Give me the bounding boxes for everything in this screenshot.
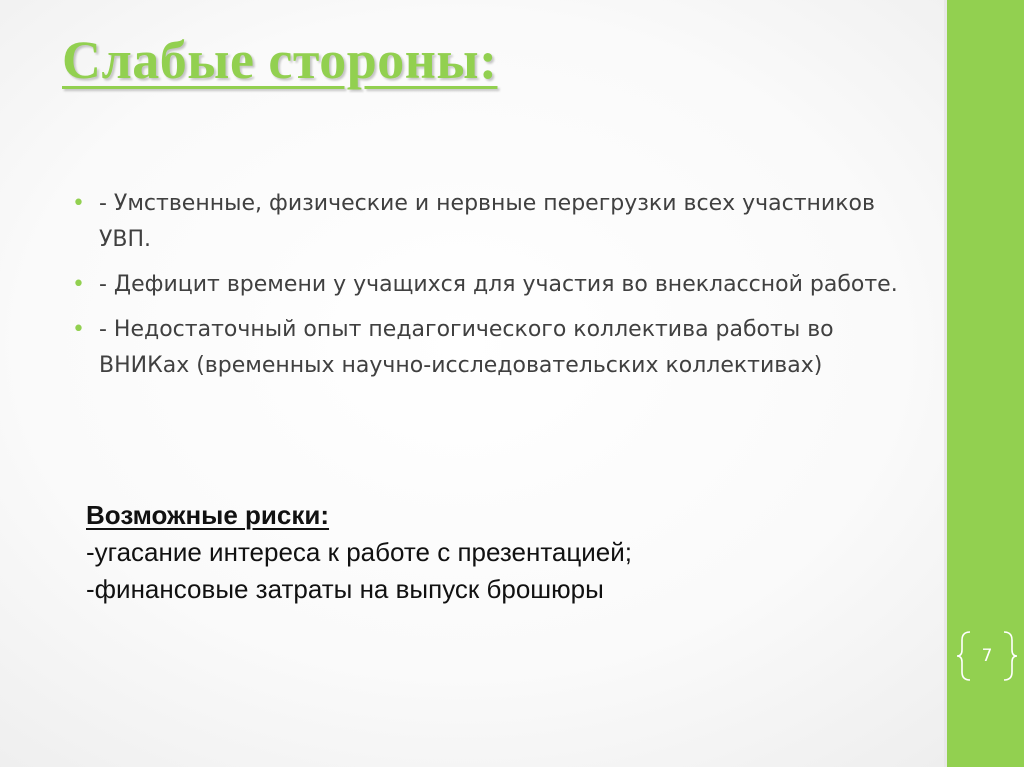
bullet-list bbox=[72, 186, 912, 393]
bullet-item bbox=[72, 267, 912, 303]
bullet-item bbox=[72, 312, 912, 384]
bullet-item bbox=[72, 186, 912, 258]
bullet-dot-icon: • bbox=[72, 272, 85, 297]
risk-item: -финансовые затраты на выпуск брошюры bbox=[86, 574, 604, 604]
slide-title: Слабые стороны: bbox=[62, 30, 498, 90]
bullet-dot-icon: • bbox=[72, 191, 85, 216]
bullet-text: - Умственные, физические и нервные перегрузки всех участников УВП. bbox=[99, 191, 875, 252]
bullet-text: - Дефицит времени у учащихся для участия во внеклассной работе. bbox=[99, 272, 898, 297]
risk-item: -угасание интереса к работе с презентацией; bbox=[86, 537, 633, 567]
bullet-text: - Недостаточный опыт педагогического коллектива работы во ВНИКах (временных научно-исследовательских коллективах) bbox=[99, 317, 834, 378]
risks-title: Возможные риски: bbox=[86, 500, 330, 530]
bullet-dot-icon: • bbox=[72, 317, 85, 342]
page-number-badge bbox=[956, 628, 1018, 684]
risks-block bbox=[86, 497, 886, 608]
page-number: 7 bbox=[981, 646, 993, 666]
